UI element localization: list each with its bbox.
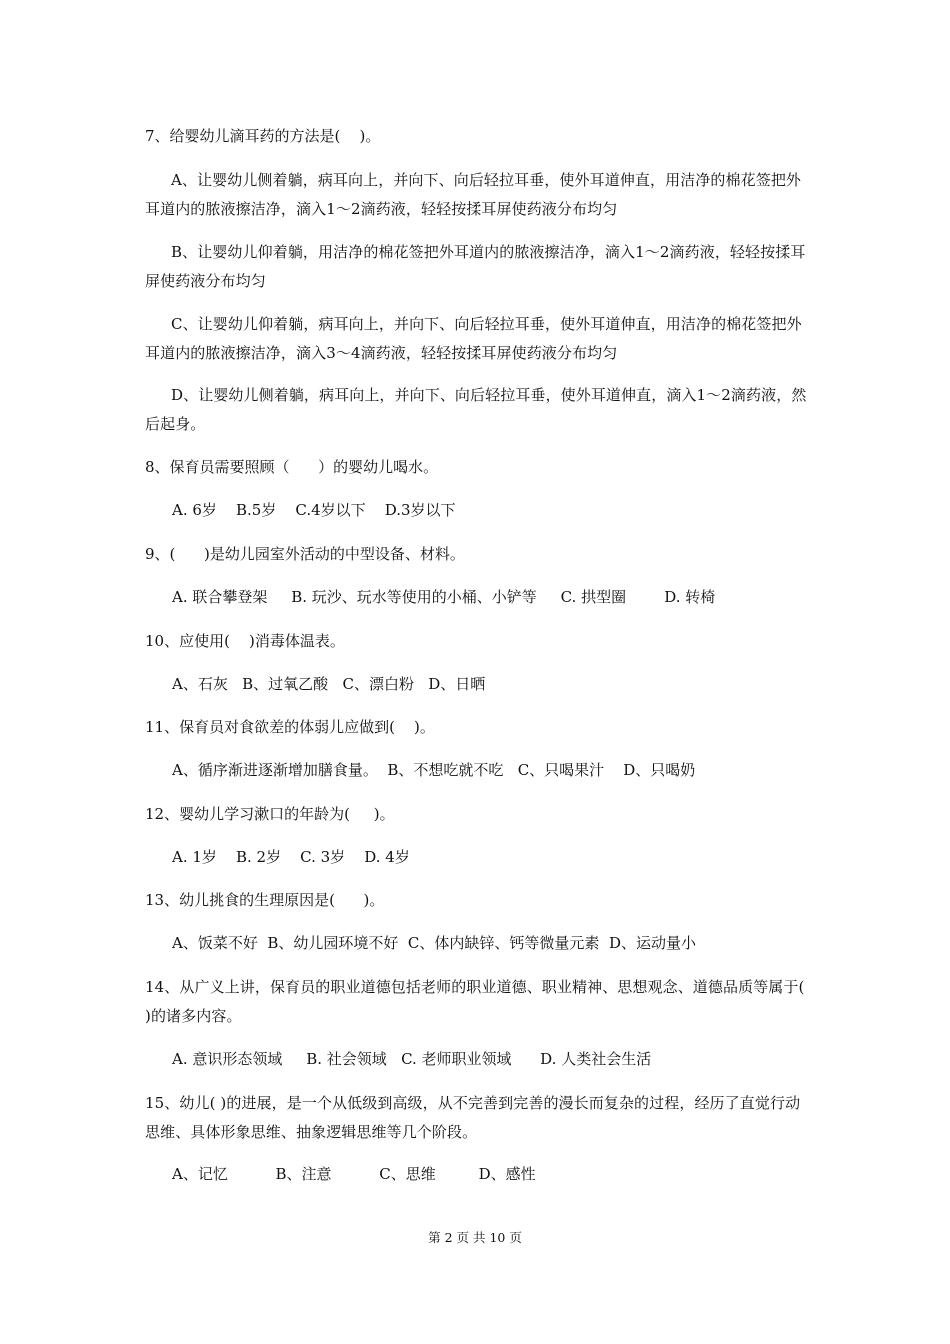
question-10-options: A、石灰 B、过氧乙酸 C、漂白粉 D、日晒 [172,675,486,693]
question-9-stem: 9、( )是幼儿园室外活动的中型设备、材料。 [145,545,465,563]
question-14-options: A. 意识形态领域 B. 社会领域 C. 老师职业领域 D. 人类社会生活 [172,1050,652,1068]
question-7-stem: 7、给婴幼儿滴耳药的方法是( )。 [145,127,381,145]
question-8-options: A. 6岁 B.5岁 C.4岁以下 D.3岁以下 [172,501,456,519]
question-7-option-a: A、让婴幼儿侧着躺，病耳向上，并向下、向后轻拉耳垂，使外耳道伸直，用洁净的棉花签把外耳道内的脓液擦洁净，滴入1～2滴药液，轻轻按揉耳屏使药液分布均匀 [145,171,802,218]
question-7-option-d: D、让婴幼儿侧着躺，病耳向上，并向下、向后轻拉耳垂，使外耳道伸直，滴入1～2滴药液，然后起身。 [145,386,807,433]
question-10-stem: 10、应使用( )消毒体温表。 [145,632,345,650]
question-15-options: A、记忆 B、注意 C、思维 D、感性 [172,1165,536,1183]
question-7-option-b: B、让婴幼儿仰着躺，用洁净的棉花签把外耳道内的脓液擦洁净，滴入1～2滴药液，轻轻按揉耳屏使药液分布均匀 [145,243,806,290]
question-12-stem: 12、婴幼儿学习漱口的年龄为( )。 [145,805,395,823]
question-11-stem: 11、保育员对食欲差的体弱儿应做到( )。 [145,718,435,736]
question-14-stem: 14、从广义上讲，保育员的职业道德包括老师的职业道德、职业精神、思想观念、道德品质等属于( )的诸多内容。 [145,978,805,1025]
page-number-footer: 第 2 页 共 10 页 [428,1230,522,1245]
question-13-stem: 13、幼儿挑食的生理原因是( )。 [145,891,385,909]
question-11-options: A、循序渐进逐渐增加膳食量。 B、不想吃就不吃 C、只喝果汁 D、只喝奶 [172,761,696,779]
question-9-options: A. 联合攀登架 B. 玩沙、玩水等使用的小桶、小铲等 C. 拱型圈 D. 转椅 [172,588,716,606]
question-13-options: A、饭菜不好 B、幼儿园环境不好 C、体内缺锌、钙等微量元素 D、运动量小 [172,934,696,952]
question-7-option-c: C、让婴幼儿仰着躺，病耳向上，并向下、向后轻拉耳垂，使外耳道伸直，用洁净的棉花签把外耳道内的脓液擦洁净，滴入3～4滴药液，轻轻按揉耳屏使药液分布均匀 [145,315,802,362]
question-8-stem: 8、保育员需要照顾（ ）的婴幼儿喝水。 [145,458,439,476]
question-12-options: A. 1岁 B. 2岁 C. 3岁 D. 4岁 [172,848,410,866]
question-15-stem: 15、幼儿( )的进展，是一个从低级到高级，从不完善到完善的漫长而复杂的过程，经历了直觉行动思维、具体形象思维、抽象逻辑思维等几个阶段。 [145,1094,801,1141]
